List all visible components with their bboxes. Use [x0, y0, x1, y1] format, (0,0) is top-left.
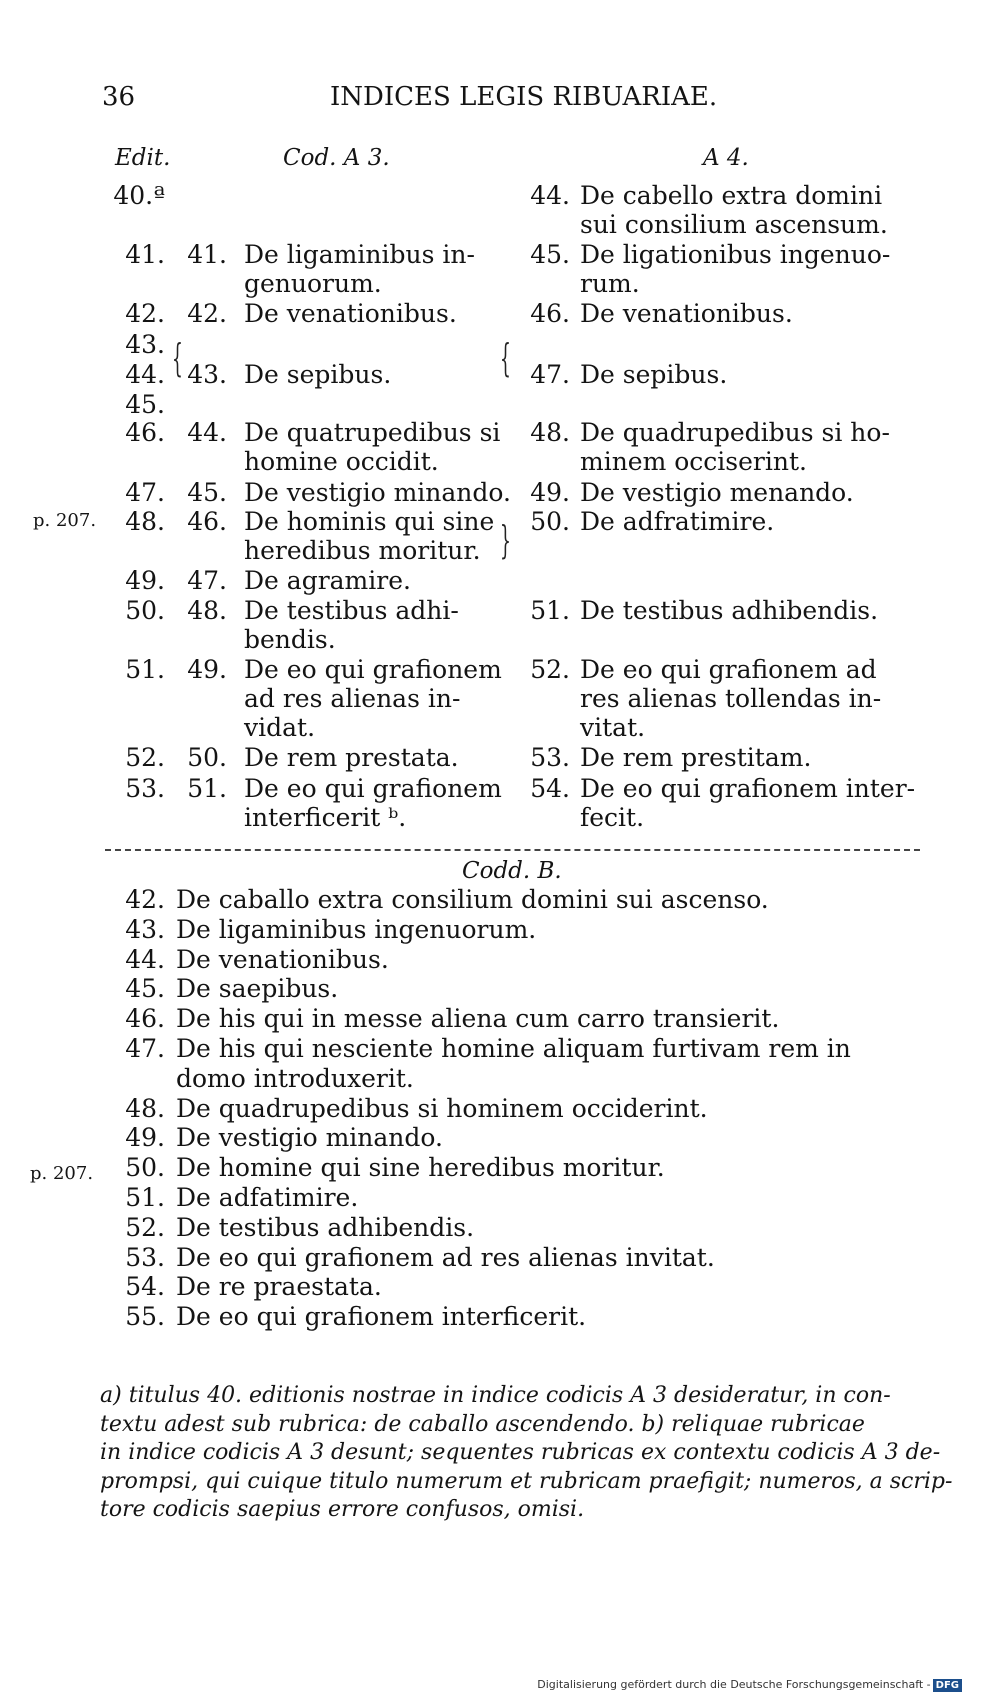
codex-a3-rubric: De sepibus.: [244, 360, 392, 389]
section-divider: [105, 849, 920, 851]
edition-number: 51.: [125, 655, 165, 684]
codex-a4-rubric: minem occiserint.: [580, 447, 807, 476]
codex-a3-rubric: De agramire.: [244, 566, 411, 595]
codex-a4-number: 46.: [530, 299, 570, 328]
edition-number: 49.: [125, 566, 165, 595]
codex-a3-number: 50.: [187, 743, 227, 772]
digitization-credit: [537, 1678, 962, 1692]
codd-b-rubric: De testibus adhibendis.: [176, 1212, 475, 1242]
codex-a3-rubric: De hominis qui sine: [244, 507, 495, 536]
codex-a4-number: 44.: [530, 181, 570, 210]
codex-a4-rubric: De rem prestitam.: [580, 743, 812, 772]
margin-note-page-ref: p. 207.: [30, 1163, 94, 1184]
codd-b-rubric: De his qui nesciente homine aliquam furtivam rem in: [176, 1034, 851, 1063]
codex-a3-rubric: De eo qui grafionem: [244, 774, 502, 803]
codex-a4-rubric: De sepibus.: [580, 360, 728, 389]
codex-a4-rubric: res alienas tollendas in-: [580, 684, 882, 713]
codex-a4-number: 54.: [530, 774, 570, 803]
codd-b-rubric: De adfatimire.: [176, 1183, 359, 1212]
codex-a3-number: 51.: [187, 774, 227, 803]
page-number: 36: [102, 82, 136, 112]
codex-a3-rubric: heredibus moritur.: [244, 536, 481, 565]
footnote-line: in indice codicis A 3 desunt; sequentes rubricas ex contextu codicis A 3 de-: [100, 1440, 941, 1465]
codex-a3-rubric: De ligaminibus in-: [244, 240, 475, 269]
codd-b-number: 42.: [125, 885, 165, 914]
codex-a3-rubric: De rem prestata.: [244, 743, 459, 772]
codex-a3-rubric: genuorum.: [244, 269, 382, 298]
codd-b-rubric: De re praestata.: [176, 1272, 382, 1302]
codex-a4-rubric: sui consilium ascensum.: [580, 210, 888, 239]
codex-a3-number: 45.: [187, 478, 227, 507]
brace-a4-50: }: [500, 518, 511, 562]
codex-a3-number: 49.: [187, 655, 227, 684]
codex-a4-rubric: fecit.: [580, 803, 645, 832]
codex-a4-rubric: De eo qui grafionem inter-: [580, 774, 916, 803]
edition-number: 48.: [125, 507, 165, 536]
codex-a4-rubric: De eo qui grafionem ad: [580, 655, 877, 684]
edition-number: 41.: [125, 240, 165, 269]
codex-a3-rubric: De vestigio minando.: [244, 478, 511, 507]
codex-a3-number: 46.: [187, 507, 227, 536]
brace-left-a4: {: [500, 336, 511, 380]
column-heading-edit: Edit.: [115, 145, 171, 171]
codex-a3-rubric: De testibus adhi-: [244, 596, 459, 625]
page-title: INDICES LEGIS RIBUARIAE.: [330, 82, 718, 112]
codd-b-rubric: domo introduxerit.: [176, 1063, 414, 1093]
codex-a4-rubric: De testibus adhibendis.: [580, 596, 879, 625]
edition-number: 43.: [125, 330, 165, 359]
edition-number: 40.ª: [113, 181, 165, 210]
codd-b-number: 54.: [125, 1272, 165, 1302]
codex-a4-rubric: De venationibus.: [580, 299, 793, 328]
codex-a4-number: 52.: [530, 655, 570, 684]
codd-b-number: 53.: [125, 1242, 165, 1272]
credit-text: Digitalisierung gefördert durch die Deutsche Forschungsgemeinschaft -: [537, 1678, 931, 1691]
codd-b-number: 51.: [125, 1183, 165, 1212]
codd-b-rubric: De quadrupedibus si hominem occiderint.: [176, 1093, 708, 1123]
codd-b-number: 46.: [125, 1004, 165, 1034]
codex-a4-rubric: De vestigio menando.: [580, 478, 854, 507]
codd-b-number: 49.: [125, 1123, 165, 1153]
codd-b-rubric: De homine qui sine heredibus moritur.: [176, 1153, 665, 1183]
codex-a4-number: 51.: [530, 596, 570, 625]
codex-a4-rubric: De quadrupedibus si ho-: [580, 418, 890, 447]
codex-a4-number: 47.: [530, 360, 570, 389]
codex-a4-rubric: vitat.: [580, 713, 646, 742]
codex-a3-rubric: vidat.: [244, 713, 316, 742]
codex-a3-number: 43.: [187, 360, 227, 389]
edition-number: 45.: [125, 390, 165, 419]
codex-a4-number: 50.: [530, 507, 570, 536]
codd-b-rubric: De venationibus.: [176, 944, 389, 974]
codex-a4-number: 53.: [530, 743, 570, 772]
codex-a3-number: 48.: [187, 596, 227, 625]
codex-a3-number: 42.: [187, 299, 227, 328]
codd-b-rubric: De caballo extra consilium domini sui ascenso.: [176, 885, 769, 914]
edition-number: 50.: [125, 596, 165, 625]
codd-b-rubric: De eo qui grafionem interficerit.: [176, 1302, 587, 1332]
codd-b-number: 48.: [125, 1093, 165, 1123]
codex-a4-number: 45.: [530, 240, 570, 269]
codd-b-rubric: De saepibus.: [176, 974, 339, 1004]
codd-b-number: 44.: [125, 944, 165, 974]
footnote-line: a) titulus 40. editionis nostrae in indice codicis A 3 desideratur, in con-: [100, 1383, 891, 1408]
codd-b-heading: Codd. B.: [462, 858, 562, 884]
brace-left-a3: {: [172, 336, 183, 380]
codd-b-number: 43.: [125, 914, 165, 944]
codex-a3-rubric: De venationibus.: [244, 299, 457, 328]
codex-a4-number: 49.: [530, 478, 570, 507]
codex-a3-rubric: ad res alienas in-: [244, 684, 461, 713]
codd-b-number: 50.: [125, 1153, 165, 1183]
dfg-logo: DFG: [933, 1679, 962, 1692]
codex-a4-rubric: De adfratimire.: [580, 507, 775, 536]
edition-number: 46.: [125, 418, 165, 447]
codex-a3-number: 41.: [187, 240, 227, 269]
codex-a4-rubric: De cabello extra domini: [580, 181, 883, 210]
codd-b-number: 45.: [125, 974, 165, 1004]
codd-b-rubric: De ligaminibus ingenuorum.: [176, 914, 537, 944]
codex-a4-number: 48.: [530, 418, 570, 447]
edition-number: 47.: [125, 478, 165, 507]
codd-b-number: 52.: [125, 1212, 165, 1242]
codex-a3-rubric: De quatrupedibus si: [244, 418, 501, 447]
edition-number: 53.: [125, 774, 165, 803]
codex-a3-number: 44.: [187, 418, 227, 447]
codex-a3-rubric: homine occidit.: [244, 447, 439, 476]
edition-number: 52.: [125, 743, 165, 772]
column-heading-a4: A 4.: [703, 145, 749, 171]
codex-a3-rubric: bendis.: [244, 625, 336, 654]
edition-number: 42.: [125, 299, 165, 328]
column-heading-a3: Cod. A 3.: [283, 145, 390, 171]
edition-number: 44.: [125, 360, 165, 389]
codex-a3-number: 47.: [187, 566, 227, 595]
codd-b-number: 47.: [125, 1034, 165, 1063]
codex-a4-rubric: De ligationibus ingenuo-: [580, 240, 891, 269]
codd-b-rubric: De his qui in messe aliena cum carro transierit.: [176, 1004, 780, 1034]
codex-a4-rubric: rum.: [580, 269, 640, 298]
footnote-line: tore codicis saepius errore confusos, omisi.: [100, 1497, 585, 1522]
codex-a3-rubric: De eo qui grafionem: [244, 655, 502, 684]
codd-b-rubric: De eo qui grafionem ad res alienas invitat.: [176, 1242, 715, 1272]
codd-b-rubric: De vestigio minando.: [176, 1123, 443, 1153]
codd-b-number: 55.: [125, 1302, 165, 1332]
codex-a3-rubric: interficerit ᵇ.: [244, 803, 407, 832]
margin-note-page-ref: p. 207.: [33, 510, 97, 531]
footnote-line: textu adest sub rubrica: de caballo ascendendo. b) reliquae rubricae: [100, 1411, 865, 1437]
footnote-line: prompsi, qui cuique titulo numerum et rubricam praefigit; numeros, a scrip-: [100, 1468, 953, 1494]
